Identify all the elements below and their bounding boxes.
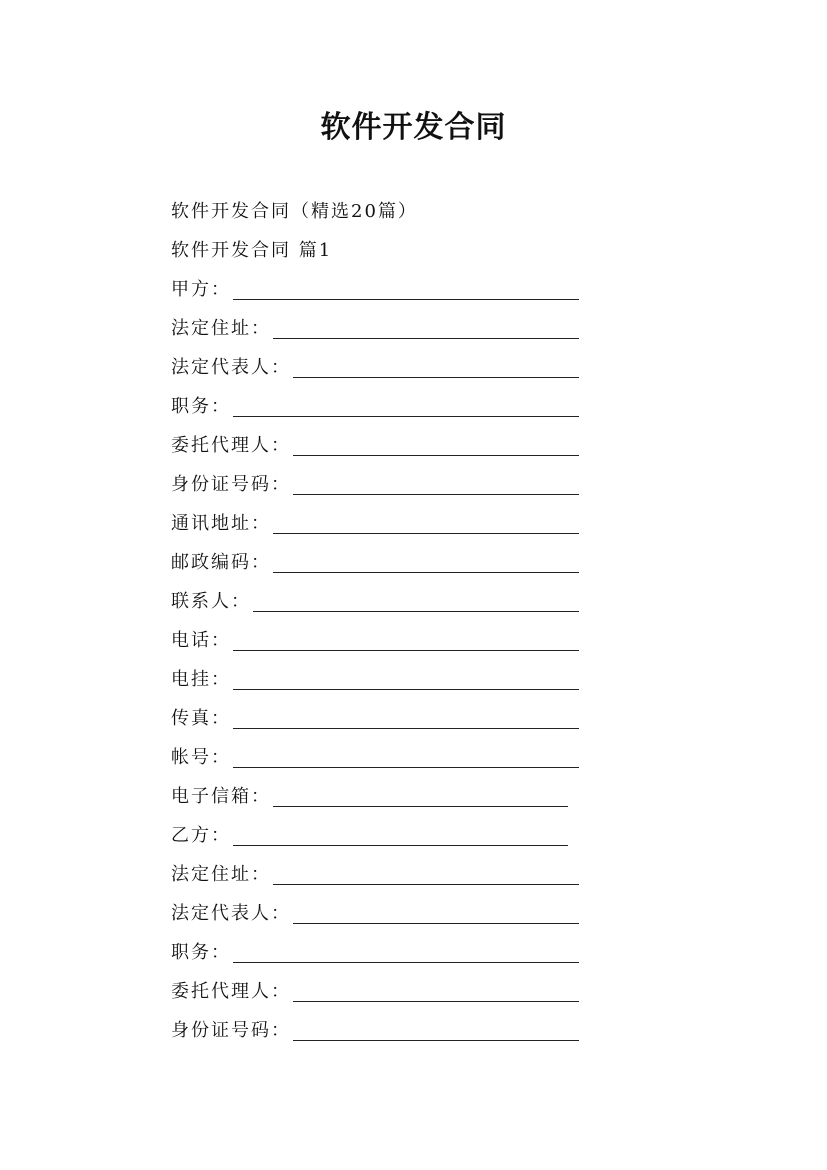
field-row-account (171, 737, 591, 776)
field-row-position (171, 386, 591, 425)
field-label: 甲方： (171, 279, 231, 300)
section-heading: 软件开发合同 篇1 (171, 240, 333, 261)
fill-blank (293, 1039, 579, 1041)
field-row-id-number (171, 464, 591, 503)
field-row-authorized-agent-b (171, 971, 591, 1010)
field-label: 通讯地址： (171, 513, 271, 534)
field-label: 委托代理人： (171, 981, 291, 1002)
field-label: 帐号： (171, 747, 231, 768)
fill-blank (293, 376, 579, 378)
field-label: 法定住址： (171, 318, 271, 339)
fill-blank (233, 649, 579, 651)
field-label: 法定代表人： (171, 903, 291, 924)
field-row-fax (171, 698, 591, 737)
field-label: 乙方： (171, 825, 231, 846)
field-label: 邮政编码： (171, 552, 271, 573)
field-row-legal-address (171, 308, 591, 347)
fill-blank (233, 298, 579, 300)
fill-blank (273, 571, 579, 573)
field-label: 身份证号码： (171, 1020, 291, 1041)
field-label: 职务： (171, 942, 231, 963)
field-row-id-number-b (171, 1010, 591, 1049)
field-row-telegram (171, 659, 591, 698)
field-label: 电话： (171, 630, 231, 651)
field-label: 法定代表人： (171, 357, 291, 378)
field-row-party-b (171, 815, 591, 854)
fill-blank (293, 922, 579, 924)
fill-blank (233, 415, 579, 417)
fill-blank (273, 805, 568, 807)
field-row-authorized-agent (171, 425, 591, 464)
fill-blank (293, 493, 579, 495)
field-row-legal-representative (171, 347, 591, 386)
field-label: 身份证号码： (171, 474, 291, 495)
document-title: 软件开发合同 (320, 110, 507, 145)
fill-blank (233, 844, 568, 846)
field-label: 电挂： (171, 669, 231, 690)
field-row-postal-code (171, 542, 591, 581)
fill-blank (233, 766, 579, 768)
fill-blank (293, 454, 579, 456)
field-row-position-b (171, 932, 591, 971)
fill-blank (233, 961, 579, 963)
field-label: 法定住址： (171, 864, 271, 885)
field-label: 传真： (171, 708, 231, 729)
fill-blank (233, 727, 579, 729)
document-body (171, 191, 591, 1049)
section-heading-line (171, 230, 591, 269)
field-row-legal-representative-b (171, 893, 591, 932)
subtitle-line (171, 191, 591, 230)
field-row-email (171, 776, 591, 815)
fill-blank (233, 688, 579, 690)
field-row-legal-address-b (171, 854, 591, 893)
subtitle: 软件开发合同（精选20篇） (171, 201, 418, 222)
field-row-party-a (171, 269, 591, 308)
fill-blank (273, 337, 579, 339)
field-row-phone (171, 620, 591, 659)
field-label: 委托代理人： (171, 435, 291, 456)
fill-blank (273, 883, 579, 885)
field-row-mailing-address (171, 503, 591, 542)
field-label: 职务： (171, 396, 231, 417)
fill-blank (273, 532, 579, 534)
fill-blank (293, 1000, 579, 1002)
field-label: 电子信箱： (171, 786, 271, 807)
field-label: 联系人： (171, 591, 251, 612)
field-row-contact-person (171, 581, 591, 620)
fill-blank (253, 610, 579, 612)
